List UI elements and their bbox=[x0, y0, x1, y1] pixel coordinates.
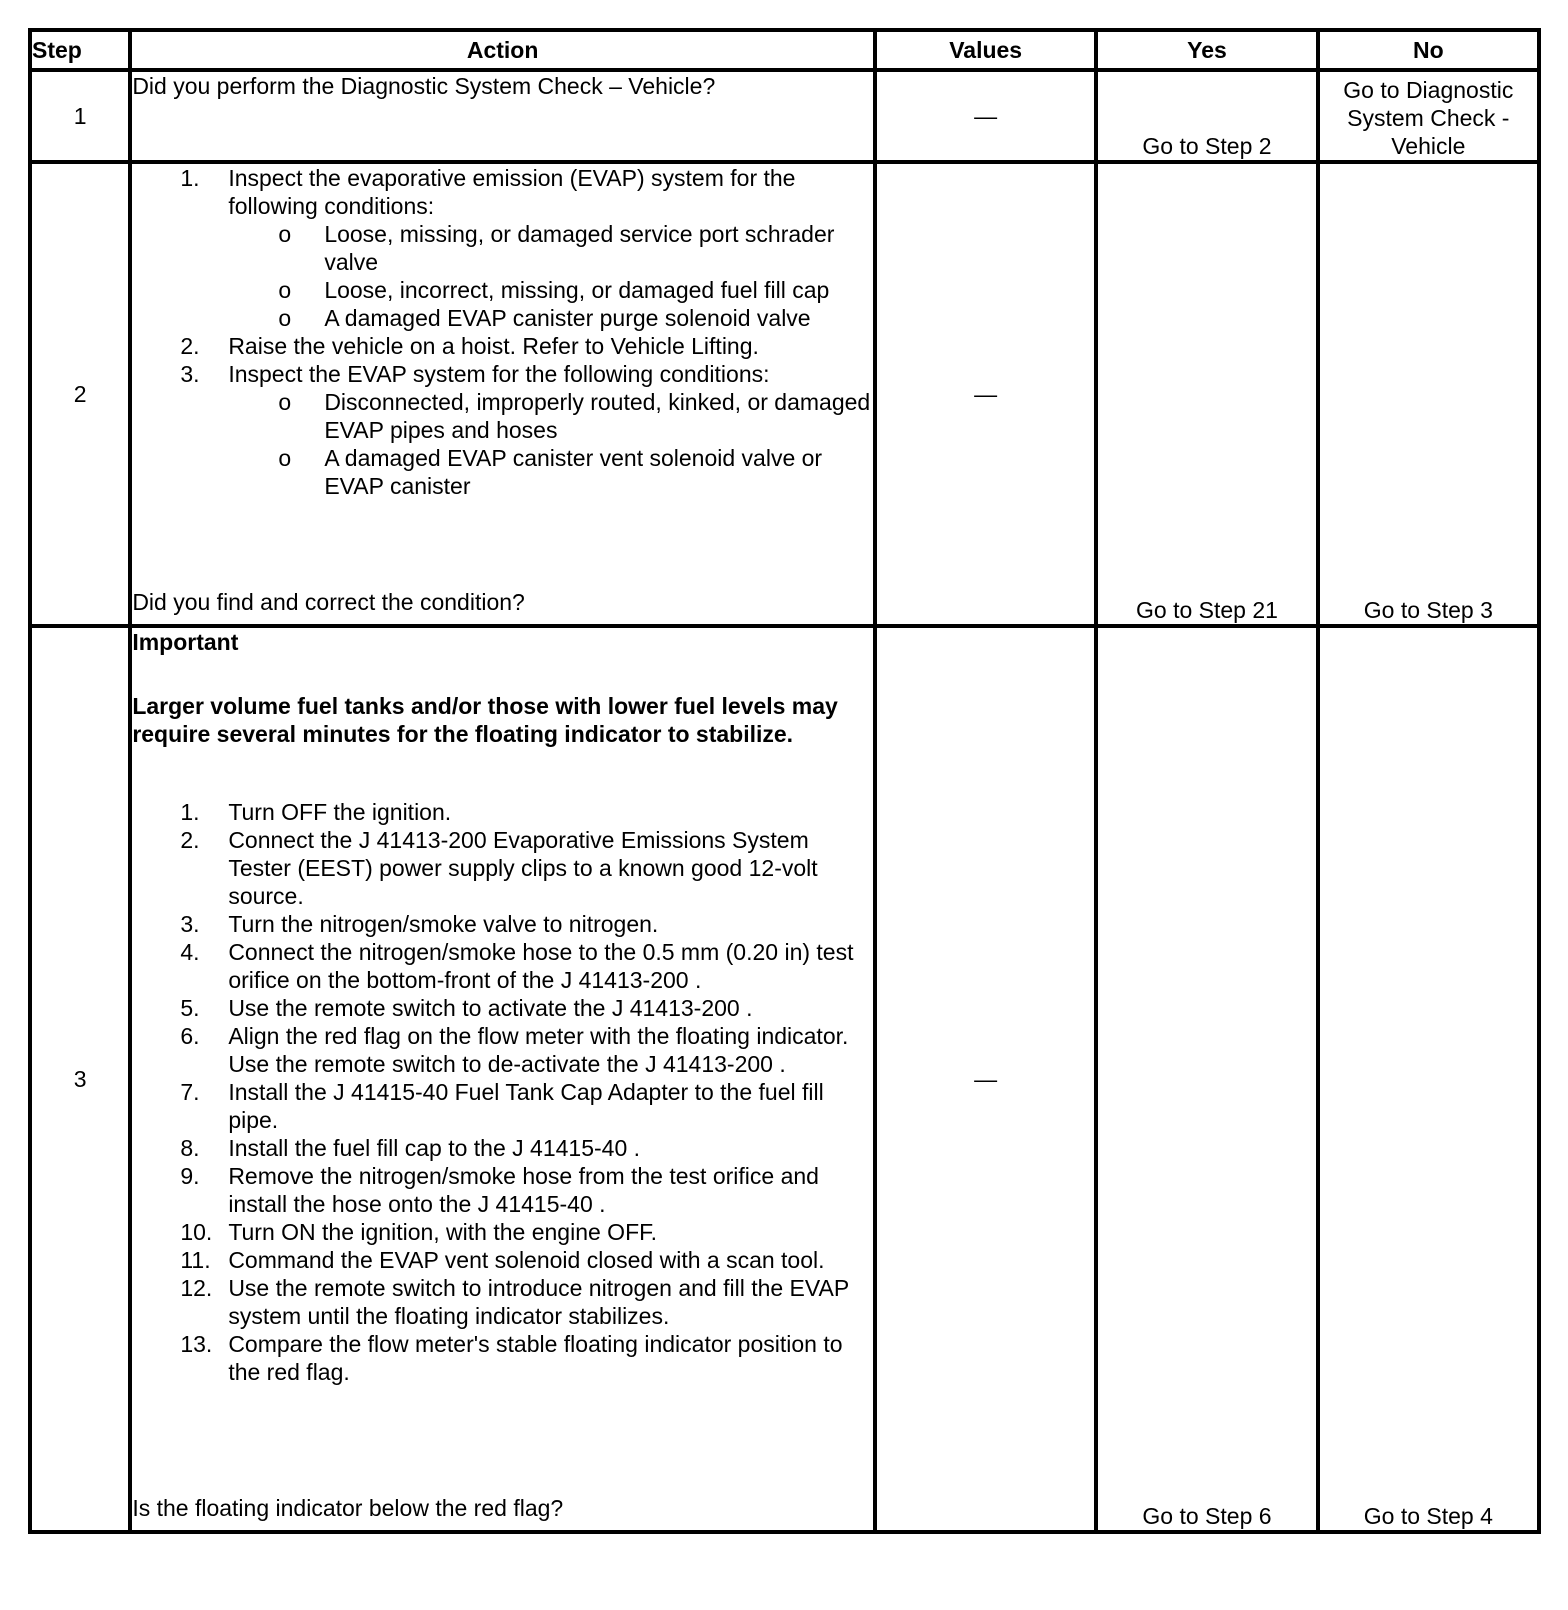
action-step: 4. Connect the nitrogen/smoke hose to the 0.5 mm (0.20 in) test orifice on the bottom-front of the J 41413-200 . bbox=[180, 939, 854, 993]
action-step: 6. Align the red flag on the flow meter with the floating indicator. Use the remote switch to de-activate the J 41413-200 . bbox=[180, 1023, 849, 1077]
no-line: System Check - bbox=[1347, 105, 1510, 131]
action-step: 13. Compare the flow meter's stable floating indicator position to the red flag. bbox=[180, 1331, 843, 1385]
table-row bbox=[30, 162, 1539, 626]
action-step bbox=[180, 164, 873, 332]
step-item-text: Raise the vehicle on a hoist. Refer to Vehicle Lifting. bbox=[228, 333, 759, 359]
sub-list bbox=[228, 388, 873, 500]
sub-item: o Disconnected, improperly routed, kinked, or damaged EVAP pipes and hoses bbox=[278, 389, 871, 443]
no-line: Vehicle bbox=[1391, 133, 1466, 159]
action-question: Did you perform the Diagnostic System Check – Vehicle? bbox=[132, 73, 716, 99]
action-step: 3. Turn the nitrogen/smoke valve to nitrogen. bbox=[180, 911, 659, 937]
step-item-number: 3. bbox=[180, 361, 200, 387]
values-cell: — bbox=[875, 70, 1096, 162]
action-step bbox=[180, 332, 873, 360]
sub-list bbox=[228, 220, 873, 332]
action-step: 2. Connect the J 41413-200 Evaporative Emissions System Tester (EEST) power supply clips to a known good 12-volt source. bbox=[180, 827, 818, 909]
action-steps bbox=[132, 798, 873, 1386]
action-step: 12. Use the remote switch to introduce nitrogen and fill the EVAP system until the floating indicator stabilizes. bbox=[180, 1275, 849, 1329]
action-step: 9. Remove the nitrogen/smoke hose from the test orifice and install the hose onto the J 41415-40 . bbox=[180, 1163, 819, 1217]
yes-cell: Go to Step 6 bbox=[1096, 626, 1317, 1532]
header-no: No bbox=[1318, 30, 1539, 70]
bullet-icon: o bbox=[278, 445, 292, 471]
action-step: 10. Turn ON the ignition, with the engine OFF. bbox=[180, 1219, 658, 1245]
important-title: Important bbox=[132, 629, 239, 655]
action-steps bbox=[132, 164, 873, 500]
step-item-number: 1. bbox=[180, 165, 200, 191]
important-note: Larger volume fuel tanks and/or those with lower fuel levels may require several minutes for the floating indicator to stabilize. bbox=[132, 693, 838, 747]
action-step: 11. Command the EVAP vent solenoid closed with a scan tool. bbox=[180, 1247, 825, 1273]
sub-item: o Loose, incorrect, missing, or damaged fuel fill cap bbox=[278, 277, 830, 303]
action-question: Did you find and correct the condition? bbox=[132, 589, 525, 615]
no-cell bbox=[1318, 70, 1539, 162]
table-row bbox=[30, 70, 1539, 162]
step-number: 3 bbox=[30, 626, 130, 1532]
action-cell bbox=[130, 162, 875, 626]
bullet-icon: o bbox=[278, 277, 292, 303]
diagnostic-table bbox=[28, 28, 1541, 1534]
bullet-icon: o bbox=[278, 305, 292, 331]
yes-cell: Go to Step 2 bbox=[1096, 70, 1317, 162]
no-cell: Go to Step 4 bbox=[1318, 626, 1539, 1532]
action-cell bbox=[130, 626, 875, 1532]
sub-item: o Loose, missing, or damaged service port schrader valve bbox=[278, 221, 835, 275]
action-step: 5. Use the remote switch to activate the J 41413-200 . bbox=[180, 995, 753, 1021]
header-yes: Yes bbox=[1096, 30, 1317, 70]
step-number: 1 bbox=[30, 70, 130, 162]
values-cell: — bbox=[875, 162, 1096, 626]
header-values: Values bbox=[875, 30, 1096, 70]
bullet-icon: o bbox=[278, 389, 292, 415]
action-question: Is the floating indicator below the red flag? bbox=[132, 1495, 564, 1521]
table-row bbox=[30, 626, 1539, 1532]
step-item-number: 2. bbox=[180, 333, 200, 359]
action-step bbox=[180, 360, 873, 500]
step-item-text: Inspect the evaporative emission (EVAP) system for the following conditions: bbox=[228, 165, 796, 219]
step-item-text: Inspect the EVAP system for the following conditions: bbox=[228, 361, 770, 387]
header-action: Action bbox=[130, 30, 875, 70]
sub-item: o A damaged EVAP canister purge solenoid valve bbox=[278, 305, 811, 331]
values-cell: — bbox=[875, 626, 1096, 1532]
action-cell bbox=[130, 70, 875, 162]
no-line: Go to Diagnostic bbox=[1343, 77, 1514, 103]
action-step: 8. Install the fuel fill cap to the J 41415-40 . bbox=[180, 1135, 641, 1161]
action-step: 7. Install the J 41415-40 Fuel Tank Cap Adapter to the fuel fill pipe. bbox=[180, 1079, 824, 1133]
header-step: Step bbox=[30, 30, 130, 70]
sub-item: o A damaged EVAP canister vent solenoid valve or EVAP canister bbox=[278, 445, 823, 499]
header-row bbox=[30, 30, 1539, 70]
no-cell: Go to Step 3 bbox=[1318, 162, 1539, 626]
action-step: 1. Turn OFF the ignition. bbox=[180, 799, 452, 825]
yes-cell: Go to Step 21 bbox=[1096, 162, 1317, 626]
bullet-icon: o bbox=[278, 221, 292, 247]
step-number: 2 bbox=[30, 162, 130, 626]
